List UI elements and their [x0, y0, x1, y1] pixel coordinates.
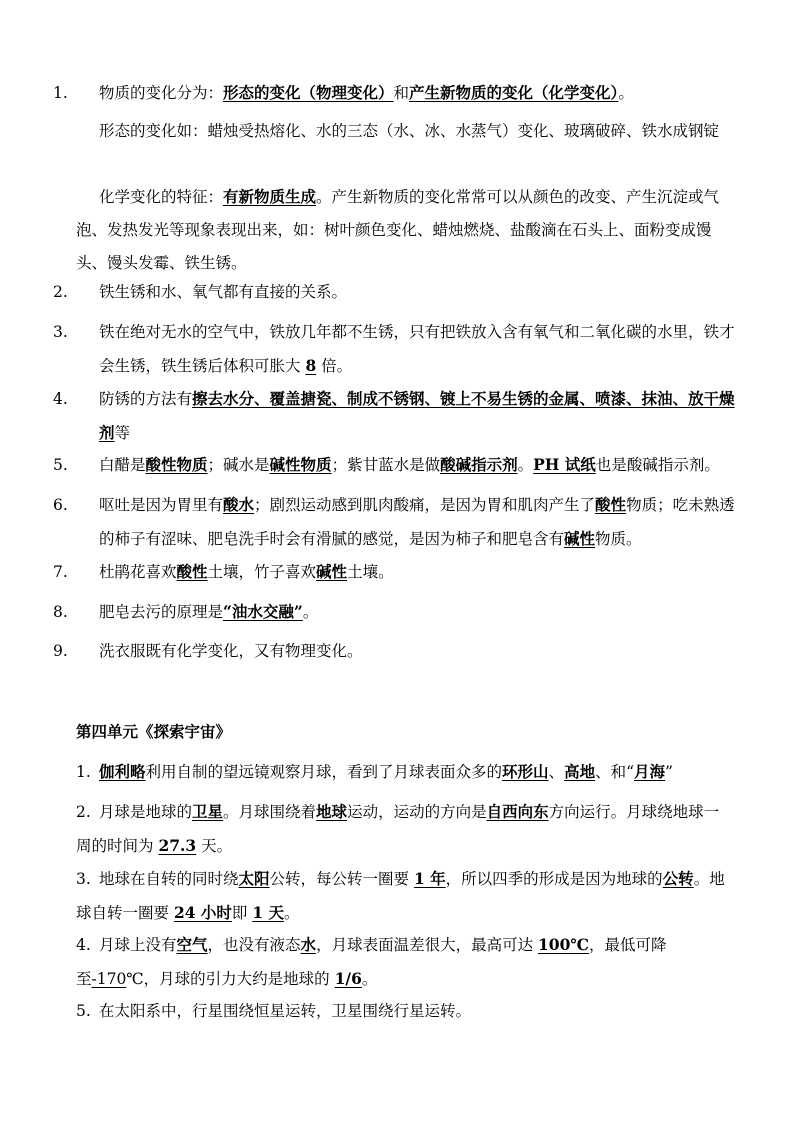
- text-segment: 等: [114, 424, 131, 442]
- text-segment: 防锈的方法有: [99, 390, 193, 408]
- key-term: 高地: [564, 762, 596, 781]
- key-term: 水: [300, 935, 317, 954]
- key-term: 24 小时: [173, 903, 232, 922]
- item-u3-1-chemical-features: [76, 180, 726, 280]
- item-number: 2.: [53, 283, 68, 301]
- key-term: 形态的变化（物理变化）: [223, 83, 394, 102]
- text-segment: ”: [665, 763, 673, 781]
- text-segment: 。: [361, 970, 378, 988]
- key-term: 擦去水分、覆盖搪瓷、制成不锈钢、镀上不易生锈的金属、喷漆、抹油、放干燥剂: [99, 389, 735, 442]
- text-segment: 形态的变化如：蜡烛受热熔化、水的三态（水、冰、水蒸气）变化、玻璃破碎、铁水成钢锭: [99, 122, 720, 140]
- item-number: 7.: [53, 563, 68, 581]
- section-heading-unit4: 第四单元《探索宇宙》: [76, 722, 232, 741]
- text-segment: 公转，每公转一圈要: [269, 870, 414, 888]
- text-segment: 。产生新物质的变化常常可以从颜色的改变、产生沉淀或气泡、发热发光等现象表现出来，如：树叶颜色变化、蜡烛燃烧、盐酸滴在石头上、面粉变成馒头、馒头发霉、铁生锈。: [76, 188, 720, 272]
- item-number: 5.: [53, 456, 68, 474]
- item-u3-1-physical-examples: [76, 115, 726, 148]
- item-u4-3: [76, 862, 726, 930]
- text-segment: 。月球围绕着: [223, 803, 317, 821]
- text-segment: 化学变化的特征：: [99, 188, 224, 206]
- item-u3-1: [53, 76, 749, 110]
- item-number: 4.: [76, 936, 91, 954]
- key-term: 环形山: [502, 762, 549, 781]
- item-u4-2: [76, 795, 726, 863]
- text-segment: 物质的变化分为：: [99, 84, 224, 102]
- text-segment: 和: [393, 84, 410, 102]
- text-segment: 铁在绝对无水的空气中，铁放几年都不生锈，只有把铁放入含有氧气和二氧化碳的水里，铁才会生锈，铁生锈后体积可胀大: [99, 323, 735, 375]
- text-segment: 利用自制的望远镜观察月球，看到了月球表面众多的: [145, 763, 503, 781]
- key-term: 酸性: [595, 495, 627, 514]
- text-segment: ℃，月球的引力大约是地球的: [126, 970, 335, 988]
- key-term: 碱性物质: [269, 455, 332, 474]
- text-segment: 。地球自转一圈要: [76, 870, 725, 922]
- text-segment: 在太阳系中，行星围绕恒星运转，卫星围绕行星运转。: [99, 1002, 472, 1020]
- key-term: 27.3: [158, 836, 197, 855]
- text-segment: 杜鹃花喜欢: [99, 563, 177, 581]
- key-term: 空气: [176, 935, 208, 954]
- key-term: 8: [305, 356, 317, 375]
- text-segment: 即: [231, 904, 253, 922]
- key-term: PH 试纸: [533, 455, 596, 474]
- text-segment: ；紫甘蓝水是做: [331, 456, 441, 474]
- key-term: 碱性: [316, 562, 348, 581]
- item-number: 1.: [53, 84, 68, 102]
- item-number: 5.: [76, 1002, 91, 1020]
- text-segment: 、和“: [595, 763, 635, 781]
- item-number: 9.: [53, 642, 68, 660]
- text-segment: ；剧烈运动感到肌肉酸痛，是因为胃和肌肉产生了: [254, 496, 596, 514]
- text-segment: 铁生锈和水、氧气都有直接的关系。: [99, 283, 348, 301]
- text-segment: 地球在自转的同时绕: [99, 870, 239, 888]
- text-segment: 物质。: [595, 530, 642, 548]
- text-segment: 。: [302, 603, 319, 621]
- text-segment: 物质；吃未熟透的柿子有涩味、肥皂洗手时会有滑腻的感觉，是因为柿子和肥皂含有: [99, 496, 735, 548]
- key-term: 自西向东: [486, 802, 549, 821]
- item-number: 1.: [76, 763, 91, 781]
- key-term: 酸性: [176, 562, 208, 581]
- text-segment: ，月球表面温差很大，最高可达: [316, 936, 538, 954]
- text-segment: ，也没有液态: [207, 936, 301, 954]
- text-segment: 方向运行。月球绕地球一周的时间为: [76, 803, 720, 855]
- text-segment: 天。: [196, 837, 233, 855]
- text-segment: 运动，运动的方向是: [347, 803, 487, 821]
- text-segment: 白醋是: [99, 456, 146, 474]
- key-term: 公转: [662, 869, 694, 888]
- item-u4-1: [76, 755, 726, 789]
- key-term: 酸水: [223, 495, 255, 514]
- text-segment: ；碱水是: [207, 456, 270, 474]
- item-number: 8.: [53, 603, 68, 621]
- item-u3-9: [53, 635, 749, 668]
- text-segment: 肥皂去污的原理是: [99, 603, 224, 621]
- key-term: “油水交融”: [223, 602, 303, 621]
- text-segment: 、: [548, 763, 565, 781]
- item-number: 2.: [76, 803, 91, 821]
- text-segment: 洗衣服既有化学变化，又有物理变化。: [99, 642, 363, 660]
- key-term: 卫星: [192, 802, 224, 821]
- text-segment: 月球上没有: [99, 936, 177, 954]
- text-segment: 也是酸碱指示剂。: [595, 456, 720, 474]
- text-segment: 呕吐是因为胃里有: [99, 496, 224, 514]
- key-term: 月海: [634, 762, 666, 781]
- text-segment: 。: [517, 456, 534, 474]
- key-term: 有新物质生成: [223, 187, 317, 206]
- key-term: 碱性: [564, 529, 596, 548]
- text-segment: 土壤，竹子喜欢: [207, 563, 317, 581]
- item-u3-5: [53, 448, 749, 482]
- item-u3-3: [53, 316, 749, 383]
- item-u3-8: [53, 595, 749, 629]
- text-segment: 倍。: [316, 357, 353, 375]
- text-segment: ，最低可降至: [76, 936, 667, 988]
- key-term: 酸性物质: [145, 455, 208, 474]
- key-term: 100℃: [538, 935, 589, 954]
- item-u3-4: [53, 382, 749, 450]
- item-number: 4.: [53, 390, 68, 408]
- text-segment: 。: [618, 84, 634, 102]
- key-term: 1 年: [413, 869, 446, 888]
- item-number: 6.: [53, 496, 68, 514]
- item-u4-4: [76, 928, 726, 996]
- text-segment: 土壤。: [347, 563, 394, 581]
- key-term: 产生新物质的变化（化学变化）: [409, 83, 619, 102]
- text-segment: ，所以四季的形成是因为地球的: [445, 870, 663, 888]
- key-term: 地球: [316, 802, 348, 821]
- key-term: -170: [91, 970, 127, 988]
- item-u3-2: [53, 276, 749, 309]
- item-number: 3.: [76, 870, 91, 888]
- item-u4-5: [76, 995, 726, 1028]
- item-number: 3.: [53, 323, 68, 341]
- text-segment: 。: [284, 904, 300, 922]
- key-term: 太阳: [238, 869, 270, 888]
- text-segment: 月球是地球的: [99, 803, 193, 821]
- key-term: 伽利略: [99, 762, 146, 781]
- item-u3-7: [53, 555, 749, 589]
- key-term: 酸碱指示剂: [440, 455, 518, 474]
- key-term: 1/6: [334, 969, 362, 988]
- key-term: 1 天: [252, 903, 285, 922]
- item-u3-6: [53, 488, 749, 556]
